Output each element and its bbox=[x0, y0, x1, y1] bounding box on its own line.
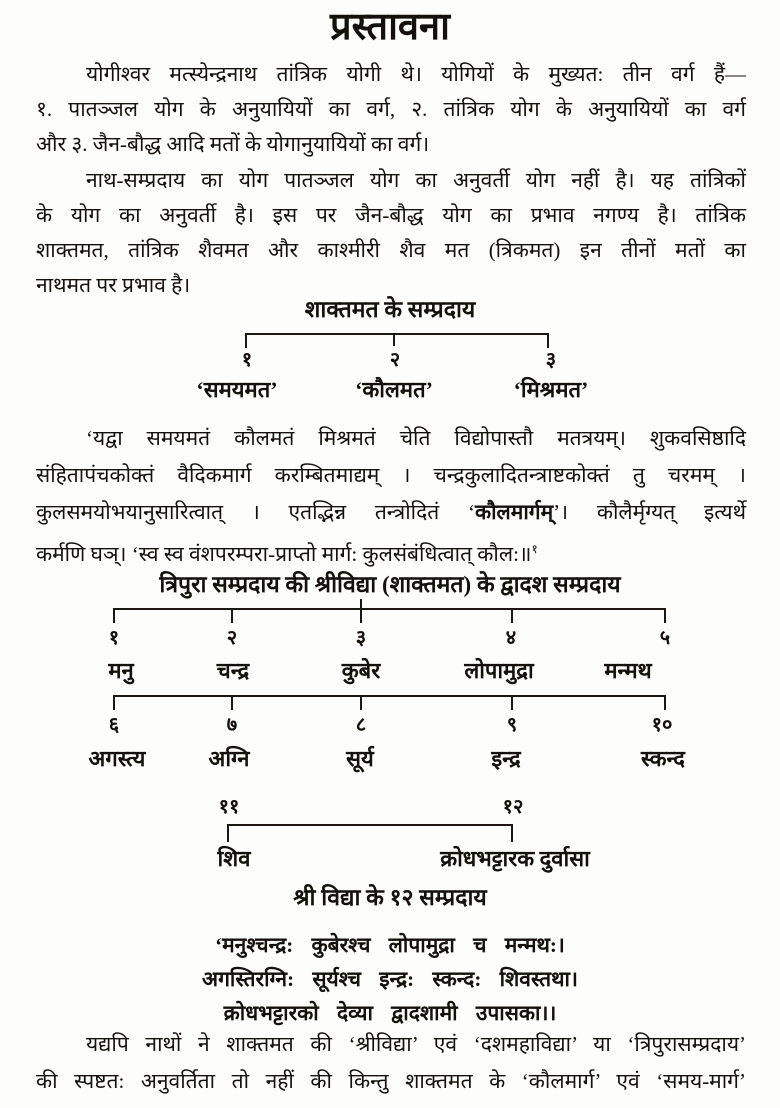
diagram1-heading: शाक्तमत के सम्प्रदाय bbox=[304, 297, 476, 322]
connector-line bbox=[246, 333, 549, 335]
text-segment: ’। कौलैर्मृग्यत् इत्यर्थे bbox=[553, 500, 746, 524]
text-segment: कर्मणि घञ्। ‘स्व स्व वंशपरम्परा-प्राप्तो मार्ग: कुलसंबंधित्वात् कौल:॥ bbox=[36, 542, 532, 566]
branch-number: ३ bbox=[355, 627, 367, 649]
text-line: नाथमत पर प्रभाव है। bbox=[36, 273, 191, 297]
text-line: १. पातञ्जल योग के अनुयायियों का वर्ग, २. तांत्रिक योग के अनुयायियों का वर्ग bbox=[36, 97, 746, 121]
connector-line bbox=[664, 695, 666, 710]
branch-number: ४ bbox=[505, 627, 517, 649]
text-line: योगीश्वर मत्स्येन्द्रनाथ तांत्रिक योगी थे। योगियों के मुख्यत: तीन वर्ग हैं— bbox=[86, 62, 746, 86]
branch-label: शिव bbox=[217, 846, 251, 871]
shloka-line: अगस्तिरग्नि: सूर्यश्च इन्द्र: स्कन्द: शिवस्तथा। bbox=[202, 967, 578, 991]
connector-line bbox=[227, 824, 229, 842]
text-segment: कुलसमयोभयानुसारित्वात् । एतद्भिन्न तन्त्रोदितं ‘ bbox=[36, 500, 475, 524]
connector-line bbox=[228, 824, 513, 826]
branch-label: अगस्त्य bbox=[88, 746, 146, 771]
text-line: शाक्तमत, तांत्रिक शैवमत और काश्मीरी शैव मत (त्रिकमत) इन तीनों मतों का bbox=[36, 238, 746, 262]
connector-line bbox=[360, 608, 362, 623]
intro-paragraph bbox=[36, 57, 746, 162]
branch-number: २ bbox=[226, 627, 238, 649]
text-line: और ३. जैन-बौद्ध आदि मतों के योगानुयायियों का वर्ग। bbox=[36, 132, 430, 156]
connector-line bbox=[114, 608, 666, 610]
connector-line bbox=[113, 695, 115, 710]
text-line: के योग का अनुवर्ती है। इस पर जैन-बौद्ध योग का प्रभाव नगण्य है। तांत्रिक bbox=[36, 203, 746, 227]
branch-label: लोपामुद्रा bbox=[464, 658, 534, 683]
connector-line bbox=[511, 824, 513, 842]
branch-label: अग्नि bbox=[208, 746, 250, 771]
branch-label: इन्द्र bbox=[491, 746, 521, 771]
branch-label: चन्द्र bbox=[216, 658, 250, 683]
branch-label: ‘मिश्रमत’ bbox=[513, 377, 589, 402]
branch-label: ‘समयमत’ bbox=[196, 377, 278, 402]
branch-label: स्कन्द bbox=[641, 746, 685, 771]
connector-line bbox=[231, 608, 233, 623]
branch-number: १ bbox=[108, 627, 120, 649]
branch-label: ‘कौलमत’ bbox=[355, 377, 433, 402]
text-line: की स्पष्टत: अनुवर्तिता तो नहीं की किन्तु शाक्तमत के ‘कौलमार्ग’ एवं ‘समय-मार्ग’ bbox=[36, 1069, 746, 1093]
closing-paragraph bbox=[36, 1026, 746, 1100]
branch-number: ११ bbox=[218, 796, 240, 818]
text-line: संहितापंचकोक्तं वैदिकमार्ग करम्बितमाद्यम् । चन्द्रकुलादितन्त्राष्टकोक्तं तु चरमम् । bbox=[36, 463, 746, 487]
connector-line bbox=[360, 695, 362, 710]
branch-label: सूर्य bbox=[346, 746, 374, 771]
branch-number: ६ bbox=[108, 714, 120, 736]
branch-label: कुबेर bbox=[341, 658, 381, 683]
nath-sampradaya-paragraph bbox=[36, 163, 746, 303]
diagram2-heading: त्रिपुरा सम्प्रदाय की श्रीविद्या (शाक्तमत) के द्वादश सम्प्रदाय bbox=[159, 572, 621, 597]
branch-number: ९ bbox=[506, 714, 518, 736]
branch-label: क्रोधभट्टारक दुर्वासा bbox=[440, 846, 590, 871]
shloka-line: ‘मनुश्चन्द्र: कुबेरश्च लोपामुद्रा च मन्मथ:। bbox=[215, 933, 565, 957]
branch-number: ७ bbox=[226, 714, 238, 736]
bold-term: कौलमार्गम् bbox=[474, 500, 554, 524]
branch-number: २ bbox=[389, 349, 401, 371]
branch-number: १२ bbox=[502, 796, 524, 818]
branch-number: ३ bbox=[545, 349, 557, 371]
text-line bbox=[36, 494, 746, 531]
text-line: ‘यद्वा समयमतं कौलमतं मिश्रमतं चेति विद्योपास्तौ मतत्रयम्। शुकवसिष्ठादि bbox=[86, 426, 746, 450]
sanskrit-quote-paragraph bbox=[36, 420, 746, 573]
branch-number: १ bbox=[241, 349, 253, 371]
connector-line bbox=[547, 333, 549, 348]
connector-line bbox=[511, 608, 513, 623]
text-line bbox=[36, 531, 746, 573]
footnote-marker: १ bbox=[531, 542, 538, 556]
shloka-heading: श्री विद्या के १२ सम्प्रदाय bbox=[293, 885, 487, 910]
connector-line bbox=[393, 333, 395, 346]
connector-line bbox=[114, 695, 666, 697]
connector-line bbox=[245, 333, 247, 348]
text-line: नाथ-सम्प्रदाय का योग पातञ्जल योग का अनुवर्ती योग नहीं है। यह तांत्रिकों bbox=[86, 168, 746, 192]
connector-line bbox=[113, 608, 115, 623]
branch-number: ८ bbox=[355, 714, 367, 736]
shloka-line: क्रोधभट्टारको देव्या द्वादशामी उपासका।। bbox=[223, 1001, 557, 1025]
text-line: यद्यपि नाथों ने शाक्तमत की ‘श्रीविद्या’ एवं ‘दशमहाविद्या’ या ‘त्रिपुरासम्प्रदाय’ bbox=[86, 1032, 746, 1056]
branch-number: ५ bbox=[659, 627, 671, 649]
connector-line bbox=[231, 695, 233, 710]
connector-line bbox=[664, 608, 666, 623]
branch-label: मनु bbox=[108, 658, 134, 683]
page-title: प्रस्तावना bbox=[330, 6, 450, 48]
branch-number: १० bbox=[651, 714, 673, 736]
branch-label: मन्मथ bbox=[604, 658, 652, 683]
connector-line bbox=[511, 695, 513, 710]
